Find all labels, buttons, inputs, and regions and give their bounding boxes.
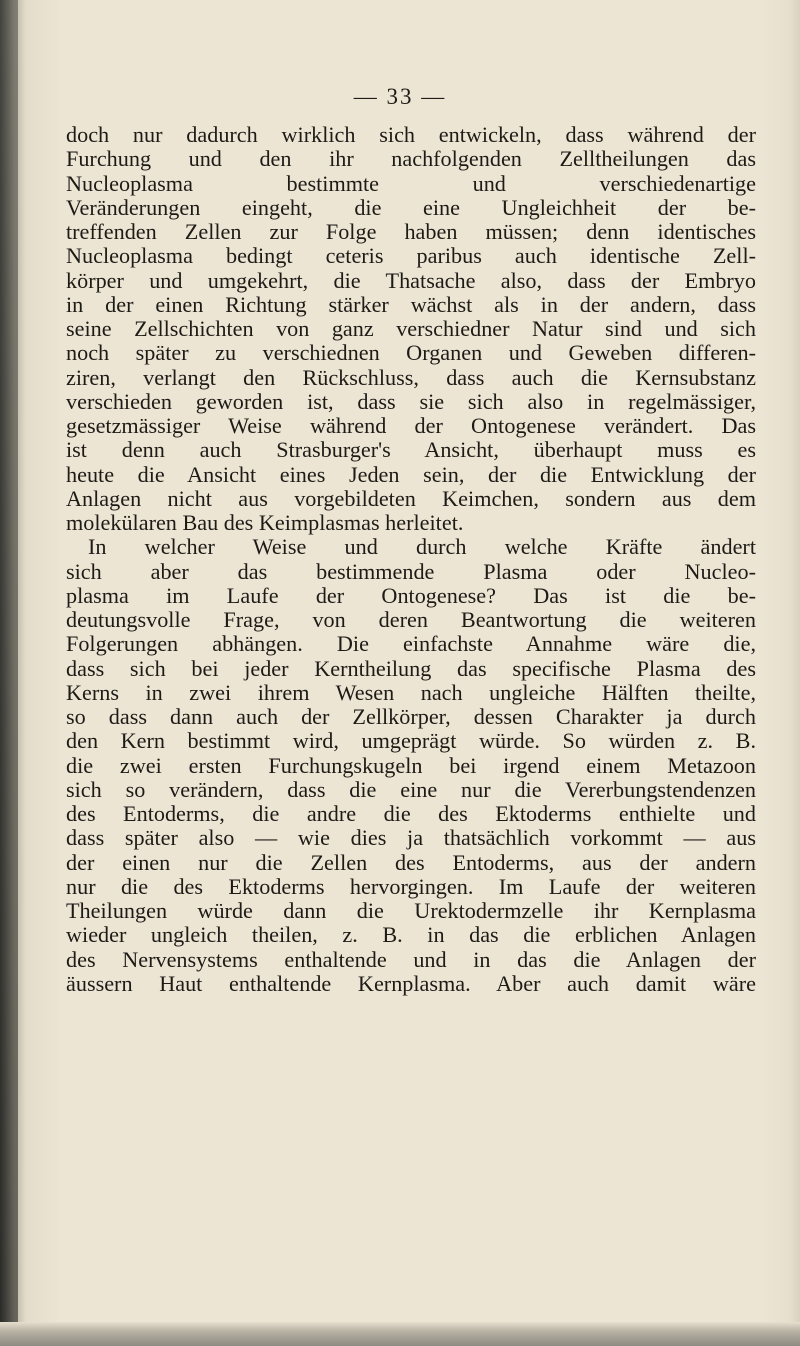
text-line: sich aber das bestimmende Plasma oder Nucleo- [66,559,756,584]
body-text [66,123,756,996]
text-line: heute die Ansicht eines Jeden sein, der die Entwicklung der [66,462,756,487]
text-line: noch später zu verschiednen Organen und Geweben differen- [66,341,756,366]
text-line: körper und umgekehrt, die Thatsache also, dass der Embryo [66,268,756,293]
text-line: Nucleoplasma bestimmte und verschiedenartige [66,171,756,196]
text-line: seine Zellschichten von ganz verschiedner Natur sind und sich [66,317,756,341]
text-line: des Entoderms, die andre die des Ektoderms enthielte und [66,802,756,826]
text-line: molekülaren Bau des Keimplasmas herleitet. [66,511,464,535]
text-line: Anlagen nicht aus vorgebildeten Keimchen, sondern aus dem [66,486,756,511]
text-line: doch nur dadurch wirklich sich entwickeln, dass während der [66,123,756,147]
text-line: äussern Haut enthaltende Kernplasma. Aber auch damit wäre [66,971,756,996]
text-line: Kerns in zwei ihrem Wesen nach ungleiche Hälften theilte, [66,680,756,705]
text-line: treffenden Zellen zur Folge haben müssen; denn identisches [66,220,756,244]
text-line: so dass dann auch der Zellkörper, dessen Charakter ja durch [66,705,756,729]
text-line: sich so verändern, dass die eine nur die Vererbungstendenzen [66,777,756,802]
text-line: gesetzmässiger Weise während der Ontogenese verändert. Das [66,414,756,438]
page-number: — 33 — [353,84,447,109]
text-line: ziren, verlangt den Rückschluss, dass auch die Kernsubstanz [66,365,756,390]
text-line: Theilungen würde dann die Urektodermzelle ihr Kernplasma [66,899,756,923]
text-line: Veränderungen eingeht, die eine Ungleichheit der be- [66,195,756,220]
text-line: verschieden geworden ist, dass sie sich also in regelmässiger, [66,389,756,414]
text-line: den Kern bestimmt wird, umgeprägt würde. So würden z. B. [66,729,756,754]
text-line: ist denn auch Strasburger's Ansicht, überhaupt muss es [66,438,756,463]
text-line: In welcher Weise und durch welche Kräfte ändert [88,535,756,560]
text-line: dass sich bei jeder Kerntheilung das specifische Plasma des [66,656,756,681]
text-line: Folgerungen abhängen. Die einfachste Annahme wäre die, [66,632,756,657]
text-line: nur die des Ektoderms hervorgingen. Im Laufe der weiteren [66,874,756,899]
page-bottom-edge [0,1322,800,1346]
text-line: in der einen Richtung stärker wächst als in der andern, dass [66,292,756,317]
text-line: Furchung und den ihr nachfolgenden Zelltheilungen das [66,147,756,172]
text-line: des Nervensystems enthaltende und in das die Anlagen der [66,947,756,972]
text-line: wieder ungleich theilen, z. B. in das die erblichen Anlagen [66,923,756,948]
text-line: deutungsvolle Frage, von deren Beantwortung die weiteren [66,608,756,632]
text-line: der einen nur die Zellen des Entoderms, aus der andern [66,850,756,875]
text-line: dass später also — wie dies ja thatsächlich vorkommt — aus [66,826,756,851]
text-line: die zwei ersten Furchungskugeln bei irgend einem Metazoon [66,753,756,778]
book-spine-shadow [0,0,18,1346]
text-line: Nucleoplasma bedingt ceteris paribus auch identische Zell- [66,244,756,269]
text-line: plasma im Laufe der Ontogenese? Das ist die be- [66,583,756,608]
